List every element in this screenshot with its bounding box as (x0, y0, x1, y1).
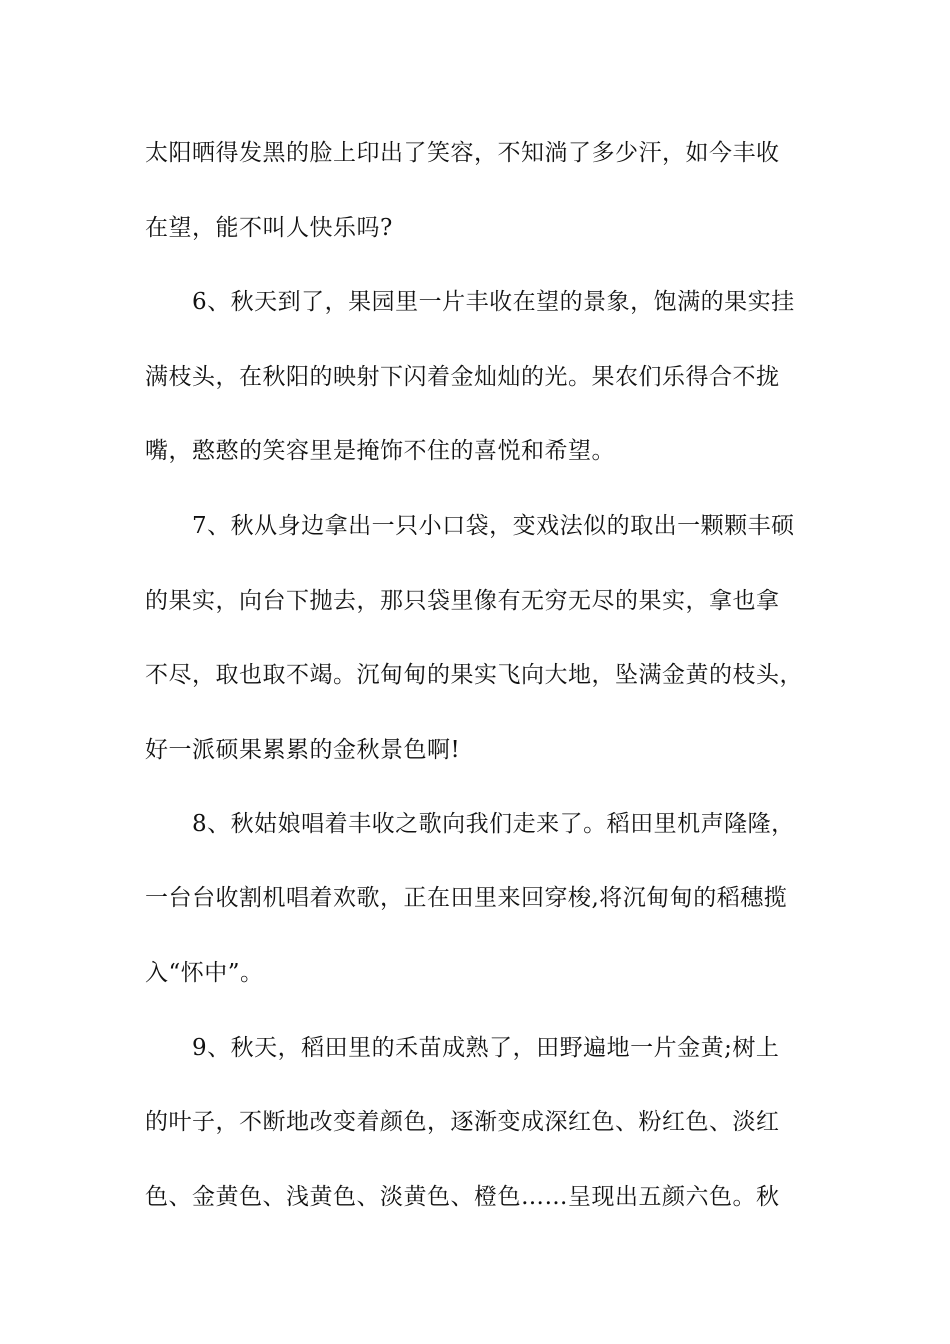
text-line: 嘴，憨憨的笑容里是掩饰不住的喜悦和希望。 (145, 438, 615, 464)
text-line: 好一派硕果累累的金秋景色啊! (145, 737, 461, 763)
paragraph-6-start: 6、秋天到了，果园里一片丰收在望的景象，饱满的果实挂 (192, 289, 795, 315)
text-line: 色、金黄色、浅黄色、淡黄色、橙色……呈现出五颜六色。秋 (145, 1184, 780, 1210)
text-line: 入“怀中”。 (145, 960, 264, 986)
text-line: 在望，能不叫人快乐吗? (145, 215, 393, 241)
paragraph-8-start: 8、秋姑娘唱着丰收之歌向我们走来了。稻田里机声隆隆， (192, 811, 795, 837)
text-line: 的果实，向台下抛去，那只袋里像有无穷无尽的果实，拿也拿 (145, 588, 780, 614)
text-line: 不尽，取也取不竭。沉甸甸的果实飞向大地，坠满金黄的枝头， (145, 662, 803, 688)
text-line: 满枝头，在秋阳的映射下闪着金灿灿的光。果农们乐得合不拢 (145, 364, 780, 390)
paragraph-9-start: 9、秋天，稻田里的禾苗成熟了，田野遍地一片金黄;树上 (192, 1035, 780, 1061)
paragraph-7-start: 7、秋从身边拿出一只小口袋，变戏法似的取出一颗颗丰硕 (192, 513, 795, 539)
text-line: 的叶子，不断地改变着颜色，逐渐变成深红色、粉红色、淡红 (145, 1109, 780, 1135)
text-line: 太阳晒得发黑的脸上印出了笑容，不知淌了多少汗，如今丰收 (145, 140, 780, 166)
text-line: 一台台收割机唱着欢歌，正在田里来回穿梭,将沉甸甸的稻穗揽 (145, 885, 788, 911)
